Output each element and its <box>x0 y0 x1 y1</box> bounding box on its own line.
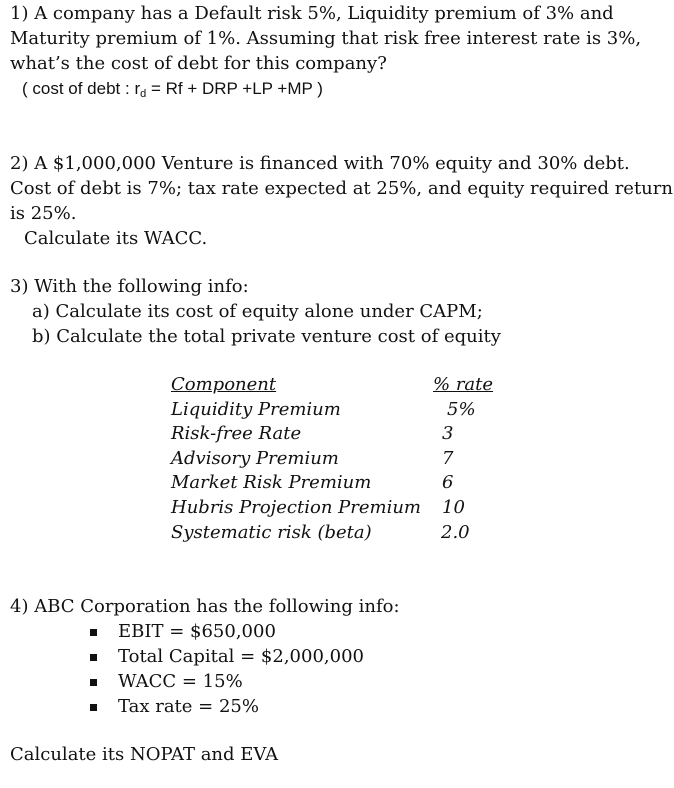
table-row <box>171 447 511 472</box>
table-header-row <box>171 373 511 398</box>
q4-line-2: Calculate its NOPAT and EVA <box>10 744 279 765</box>
list-item-text: Tax rate = 25% <box>118 696 259 717</box>
table-row <box>171 398 511 423</box>
q1-formula-prefix: ( cost of debt : r <box>22 79 141 98</box>
row-component: Hubris Projection Premium <box>171 496 421 518</box>
row-rate: 2.0 <box>441 521 470 543</box>
row-component: Liquidity Premium <box>171 398 341 420</box>
table-row <box>171 422 511 447</box>
row-component: Market Risk Premium <box>171 472 372 494</box>
q4-line-1: 4) ABC Corporation has the following info: <box>10 596 400 617</box>
row-component: Systematic risk (beta) <box>171 521 372 543</box>
component-rate-table <box>171 373 511 545</box>
square-bullet-icon <box>90 679 97 686</box>
row-component: Risk-free Rate <box>171 423 302 445</box>
header-component: Component <box>171 374 277 395</box>
q2-line-4: Calculate its WACC. <box>24 228 208 249</box>
square-bullet-icon <box>90 654 97 661</box>
row-rate: 5% <box>447 398 476 420</box>
q3-item-b: b) Calculate the total private venture cost of equity <box>32 326 501 347</box>
q2-line-2: Cost of debt is 7%; tax rate expected at 25%, and equity required return <box>10 178 673 199</box>
table-row <box>171 471 511 496</box>
q2-line-3: is 25%. <box>10 203 77 224</box>
table-row <box>171 521 511 546</box>
list-item-text: Total Capital = $2,000,000 <box>118 646 364 667</box>
row-component: Advisory Premium <box>171 447 339 469</box>
q1-line-1: 1) A company has a Default risk 5%, Liquidity premium of 3% and <box>10 3 614 24</box>
header-rate: % rate <box>433 374 494 395</box>
q1-formula-suffix: = Rf + DRP +LP +MP ) <box>146 79 323 98</box>
row-rate: 7 <box>442 447 454 469</box>
q3-item-a: a) Calculate its cost of equity alone under CAPM; <box>32 301 483 322</box>
q2-line-1: 2) A $1,000,000 Venture is financed with 70% equity and 30% debt. <box>10 153 630 174</box>
row-rate: 6 <box>442 472 454 494</box>
q1-line-3: what’s the cost of debt for this company? <box>10 53 387 74</box>
q1-formula-subscript: d <box>140 88 147 100</box>
list-item-text: EBIT = $650,000 <box>118 621 276 642</box>
q1-line-2: Maturity premium of 1%. Assuming that risk free interest rate is 3%, <box>10 28 642 49</box>
q1-formula <box>22 77 323 106</box>
q3-line-1: 3) With the following info: <box>10 276 249 297</box>
square-bullet-icon <box>90 629 97 636</box>
square-bullet-icon <box>90 704 97 711</box>
table-row <box>171 496 511 521</box>
row-rate: 3 <box>442 423 454 445</box>
list-item-text: WACC = 15% <box>118 671 243 692</box>
row-rate: 10 <box>442 496 465 518</box>
